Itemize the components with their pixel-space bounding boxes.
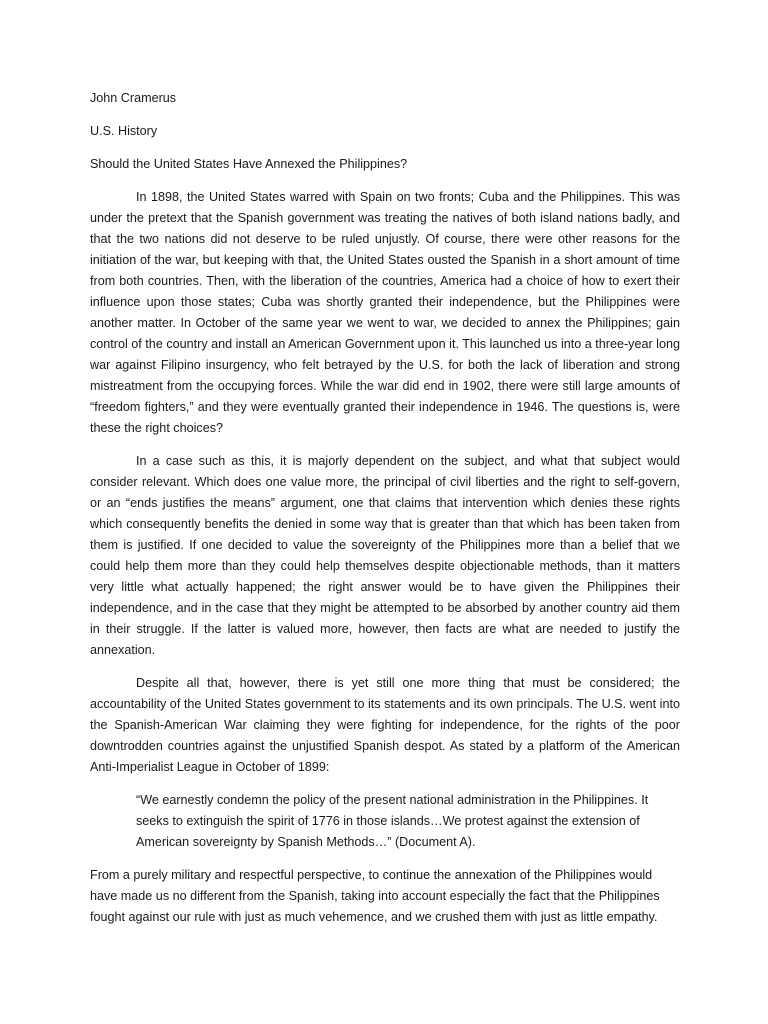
author-name: John Cramerus [90,91,177,105]
essay-title: Should the United States Have Annexed the Philippines? [90,157,408,171]
paragraph-3: Despite all that, however, there is yet still one more thing that must be considered; the accountability of the United States government to its statements and its own principals. The U.S. went into the Spanish-American War claiming they were fighting for independence, for the rights of the poor downtrodden countries against the unjustified Spanish despot. As stated by a platform of the American Anti-Imperialist League in October of 1899: [90,676,680,774]
paragraph-2: In a case such as this, it is majorly dependent on the subject, and what that subject would consider relevant. Which does one value more, the principal of civil liberties and the right to self-govern, or an “ends justifies the means” argument, one that claims that intervention which denies these rights which consequently benefits the denied in some way that is greater than that which has been taken from them is justified. If one decided to value the sovereignty of the Philippines more than a belief that we could help them more than they could help themselves despite objectionable methods, than it matters very little what actually happened; the right answer would be to have given the Philippines their independence, and in the case that they might be attempted to be absorbed by another country aid them in their struggle. If the latter is valued more, however, then facts are what are needed to justify the annexation. [90,454,680,657]
document-page [90,88,680,928]
closing-paragraph: From a purely military and respectful perspective, to continue the annexation of the Philippines would have made us no different from the Spanish, taking into account especially the fact that the Philippines fought against our rule with just as much vehemence, and we crushed them with just as little empathy. [90,868,660,924]
paragraph-1: In 1898, the United States warred with Spain on two fronts; Cuba and the Philippines. This was under the pretext that the Spanish government was treating the natives of both island nations badly, and that the two nations did not deserve to be ruled unjustly. Of course, there were other reasons for the initiation of the war, but keeping with that, the United States ousted the Spanish in a short amount of time from both countries. Then, with the liberation of the countries, America had a choice of how to exert their influence upon those states; Cuba was shortly granted their independence, but the Philippines were another matter. In October of the same year we went to war, we decided to annex the Philippines; gain control of the country and install an American Government upon it. This launched us into a three-year long war against Filipino insurgency, who felt betrayed by the U.S. for both the lack of liberation and strong mistreatment from the occupying forces. While the war did end in 1902, there were still large amounts of “freedom fighters,” and they were eventually granted their independence in 1946. The questions is, were these the right choices? [90,190,680,435]
course-name: U.S. History [90,124,158,138]
block-quote: “We earnestly condemn the policy of the present national administration in the Philippines. It seeks to extinguish the spirit of 1776 in those islands…We protest against the extension of American sovereignty by Spanish Methods…” (Document A). [136,793,649,849]
